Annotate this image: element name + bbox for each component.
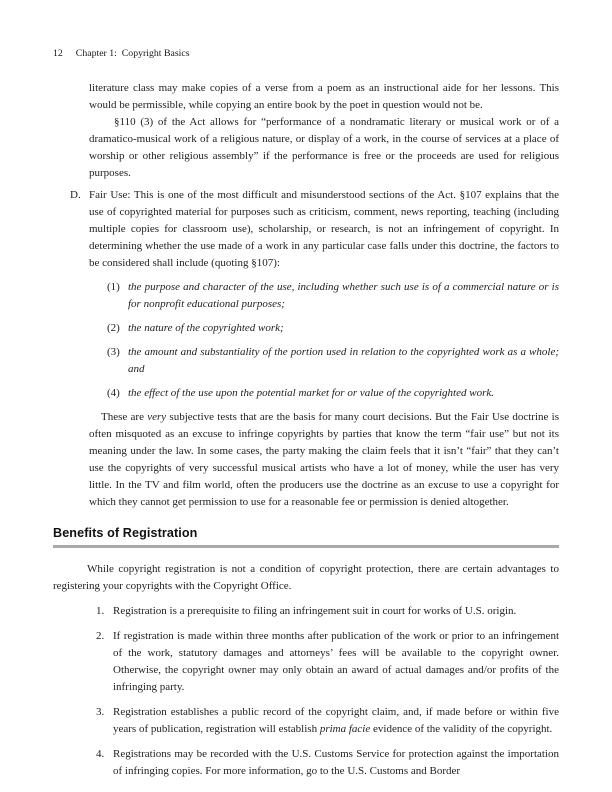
- text-run: subjective tests that are the basis for many court decisions. But the Fair Use doctrine is often misquoted as an excuse to infringe copyrights by parties that know the term “fair use” but not its meaning under the law. In some cases, the party making the claim feels that it isn’t “fair” that they can’t use the copyrights of very successful musical artists who have a lot of money, while the user has very little. In the TV and film world, often the producers use the doctrine as an excuse to use a copyright for which they cannot get permission to use for a reasonable fee or permission is denied altogether.: [89, 411, 559, 508]
- paragraph-registration-intro: While copyright registration is not a condition of copyright protection, there are certain advantages to registering your copyrights with the Copyright Office.: [53, 562, 559, 592]
- running-head-title: Chapter 1: Copyright Basics: [75, 48, 190, 59]
- paragraph-fair-use: Fair Use: This is one of the most difficult and misunderstood sections of the Act. §107 explains that the use of copyrighted material for purposes such as criticism, comment, news reporting, teaching (including multiple copies for classroom use), scholarship, or research, is not an infringement of copyright. In determining whether the use made of a work in any particular case falls under this doctrine, the factors to be considered shall include (quoting §107):: [89, 189, 559, 269]
- text-run: evidence of the validity of the copyright.: [370, 722, 553, 735]
- section-continuation: [89, 80, 559, 182]
- factor-item-3: [53, 344, 559, 378]
- emphasis-very: very: [147, 411, 167, 423]
- factor-text: the nature of the copyrighted work;: [128, 322, 284, 334]
- benefit-label: 3.: [96, 705, 105, 718]
- paragraph-sec110: §110 (3) of the Act allows for “performance of a nondramatic literary or musical work or of a dramatico-musical work of a religious nature, or display of a work, in the course of services at a place of worship or other religious assembly” if the performance is free or the proceeds are used for religious purposes.: [89, 116, 559, 179]
- benefit-item-1: [53, 603, 559, 620]
- factor-text: the effect of the use upon the potential market for or value of the copyrighted work.: [128, 387, 494, 399]
- benefit-text: Registration is a prerequisite to filing an infringement suit in court for works of U.S. origin.: [113, 604, 517, 617]
- emphasis-prima-facie: prima facie: [319, 722, 371, 735]
- benefit-text: If registration is made within three months after publication of the work or prior to an infringement of the work, statutory damages and attorneys’ fees will be available to the copyright owner. Otherwise, the copyright owner may only obtain an award of actual damages and/or profits of the infringing party.: [113, 629, 559, 693]
- benefit-item-4: [53, 746, 559, 780]
- benefit-item-3: [53, 704, 559, 738]
- page-header: [53, 48, 559, 60]
- factor-item-2: [53, 320, 559, 337]
- factor-item-1: [53, 279, 559, 313]
- page-number: 12: [53, 48, 63, 59]
- factor-label: (3): [107, 346, 120, 358]
- benefit-label: 2.: [96, 629, 105, 642]
- factor-text: the amount and substantiality of the portion used in relation to the copyrighted work as a whole; and: [128, 346, 559, 375]
- paragraph-subjective-tests: [89, 409, 559, 511]
- text-run: These are: [101, 411, 148, 423]
- fair-use-discussion: [89, 409, 559, 511]
- benefit-text: [113, 704, 559, 738]
- benefit-label: 1.: [96, 604, 105, 617]
- benefit-label: 4.: [96, 747, 105, 760]
- text-run: Registration establishes a public record of the copyright claim, and, if made before or within five years of publication, registration will establish: [113, 705, 559, 735]
- factor-label: (1): [107, 281, 120, 293]
- factor-text: the purpose and character of the use, including whether such use is of a commercial nature or is for nonprofit educational purposes;: [128, 281, 559, 310]
- list-item-label: D.: [70, 189, 81, 201]
- section-heading-benefits: Benefits of Registration: [53, 526, 198, 540]
- benefit-text: Registrations may be recorded with the U.S. Customs Service for protection against the importation of infringing copies. For more information, go to the U.S. Customs and Border: [113, 747, 559, 777]
- benefit-item-2: [53, 628, 559, 696]
- heading-rule: [53, 545, 559, 548]
- factor-label: (2): [107, 322, 120, 334]
- factor-item-4: [53, 385, 559, 402]
- factor-label: (4): [107, 387, 120, 399]
- paragraph-lessons: literature class may make copies of a verse from a poem as an instructional aide for her lessons. This would be permissible, while copying an entire book by the poet in question would not be.: [89, 82, 559, 111]
- list-item-d-fair-use: [53, 187, 559, 272]
